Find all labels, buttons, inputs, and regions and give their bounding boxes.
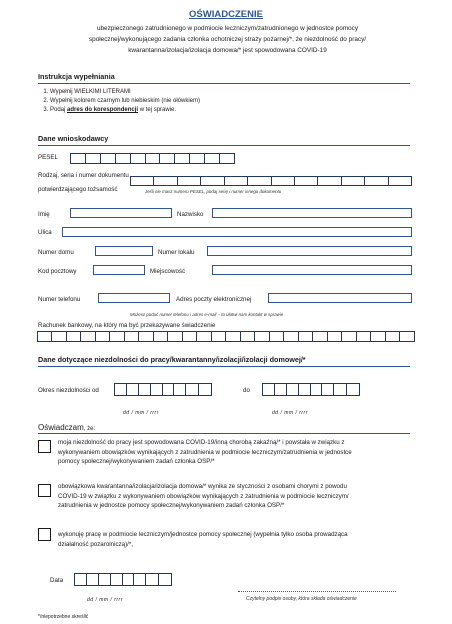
postal-code-input[interactable] [93,265,145,275]
period-to-field[interactable] [262,383,360,396]
signature-date-field[interactable] [74,573,172,586]
pesel-field[interactable] [70,153,235,164]
statement-3 [58,530,418,549]
applicant-rule [38,145,410,146]
instructions-list [38,88,200,115]
instruction-item-2: 2. Wypełnij kolorem czarnym lub niebieskim (nie ołówkiem) [50,97,200,106]
instruction-item-3 [50,106,200,115]
period-to-date-format: dd / mm / rrrr [272,410,308,416]
period-to-label: do [243,387,250,394]
phone-label: Numer telefonu [38,296,81,303]
pesel-label: PESEL [38,154,58,161]
declaration-heading-suffix: , że: [83,426,96,432]
email-label: Adres poczty elektronicznej [176,296,252,303]
flat-number-input[interactable] [207,246,412,256]
instruction-item-3-suffix: w tej sprawie. [138,107,177,113]
city-label: Miejscowość [150,268,186,275]
instructions-rule [38,83,410,84]
incapacity-rule [38,366,410,367]
id-document-hint: Jeśli nie masz numeru PESEL, podaj serię i numer innego dokumentu [145,189,282,194]
document-title: OŚWIADCZENIE [189,9,263,20]
signature-label: Czytelny podpis osoby, która składa oświadczenie [246,596,357,602]
instruction-item-1: 1. Wypełnij WIELKIMI LITERAMI [50,88,200,97]
signature-line[interactable] [238,591,396,592]
subtitle-line-3: kwarantanna/izolacja/izolacja domowa/* jest spowodowana COVID-19 [128,47,327,54]
id-document-label-line2: potwierdzającego tożsamość [38,186,118,193]
email-input[interactable] [268,293,412,303]
statement-1-checkbox[interactable] [38,440,51,453]
declaration-heading-text: Oświadczam [38,423,84,432]
signature-date-format: dd / mm / rrrr [87,597,123,603]
contact-hint: Możesz podać numer telefonu i adres e-mail – to ułatwi nam kontakt w sprawie [130,312,284,317]
statement-1-line-1: moja niezdolność do pracy jest spowodowana COVID-19/inną chorobą zakaźną/* i powstała w związku z [58,439,345,446]
postal-code-label: Kod pocztowy [38,268,77,275]
bank-account-label: Rachunek bankowy, na który ma być przekazywane świadczenie [38,322,216,329]
document-subtitle [30,23,425,56]
statement-3-checkbox[interactable] [38,528,51,541]
house-number-input[interactable] [95,246,153,256]
statement-2-line-3: zatrudnienia w jednostce pomocy społecznej/wykonywaniem zadań członka OSP/* [58,502,285,510]
declaration-heading [38,423,95,432]
period-from-date-format: dd / mm / rrrr [123,410,159,416]
flat-number-label: Numer lokalu [158,249,195,256]
subtitle-line-1: ubezpieczonego zatrudnionego w podmiocie leczniczym/zatrudnionego w jednostce pomocy [96,25,359,32]
statement-2 [58,482,418,511]
street-input[interactable] [62,227,412,237]
instruction-item-3-prefix: Podaj [50,107,68,113]
declaration-rule [38,433,410,434]
statement-1-line-2: wykonywaniem obowiązków wynikających z zatrudnienia w podmiocie leczniczym/zatrudnienia w jednostce [58,448,352,456]
statement-2-line-2: COVID-19 w związku z wykonywaniem obowiązków wynikających z zatrudnienia w podmiocie leczniczym/ [58,492,349,500]
statement-3-line-2: działalność pozarolniczą)/*, [58,540,133,548]
statement-1 [58,438,418,467]
applicant-heading: Dane wnioskodawcy [38,134,109,143]
house-number-label: Numer domu [38,249,74,256]
instructions-heading: Instrukcja wypełniania [38,72,115,81]
first-name-label: Imię [38,211,50,218]
date-label: Data [50,577,64,584]
incapacity-heading: Dane dotyczące niezdolności do pracy/kwarantanny/izolacji/izolacji domowej/* [38,355,306,364]
statement-3-line-1: wykonuję pracę w podmiocie leczniczym/jednostce pomocy społecznej (wypełnia tylko osoba prowadząca [58,531,348,538]
statement-2-checkbox[interactable] [38,484,51,497]
instruction-item-3-bold: adres do korespondencji [67,107,139,113]
street-label: Ulica [38,229,52,236]
last-name-input[interactable] [212,208,412,218]
footnote: */niepotrzebne skreślić [38,614,89,620]
first-name-input[interactable] [70,208,172,218]
phone-input[interactable] [98,293,170,303]
statement-1-line-3: pomocy społecznej/wykonywaniem zadań członka OSP/* [58,458,215,466]
city-input[interactable] [212,265,412,275]
period-from-label: Okres niezdolności od [38,387,99,394]
id-document-label-line1: Rodzaj, seria i numer dokumentu [38,172,129,179]
subtitle-line-2: społecznej/wykonującego zadania członka ochotniczej straży pożarnej/*, że niezdolność do pracy/ [88,36,367,43]
period-from-field[interactable] [114,383,212,396]
id-document-field[interactable] [130,176,412,186]
bank-account-field[interactable] [37,331,415,342]
statement-2-line-1: obowiązkowa kwarantanna/izolacja/izolacja domowa/* wynika ze styczności z osobami chorymi z powodu [58,483,347,490]
last-name-label: Nazwisko [177,211,204,218]
